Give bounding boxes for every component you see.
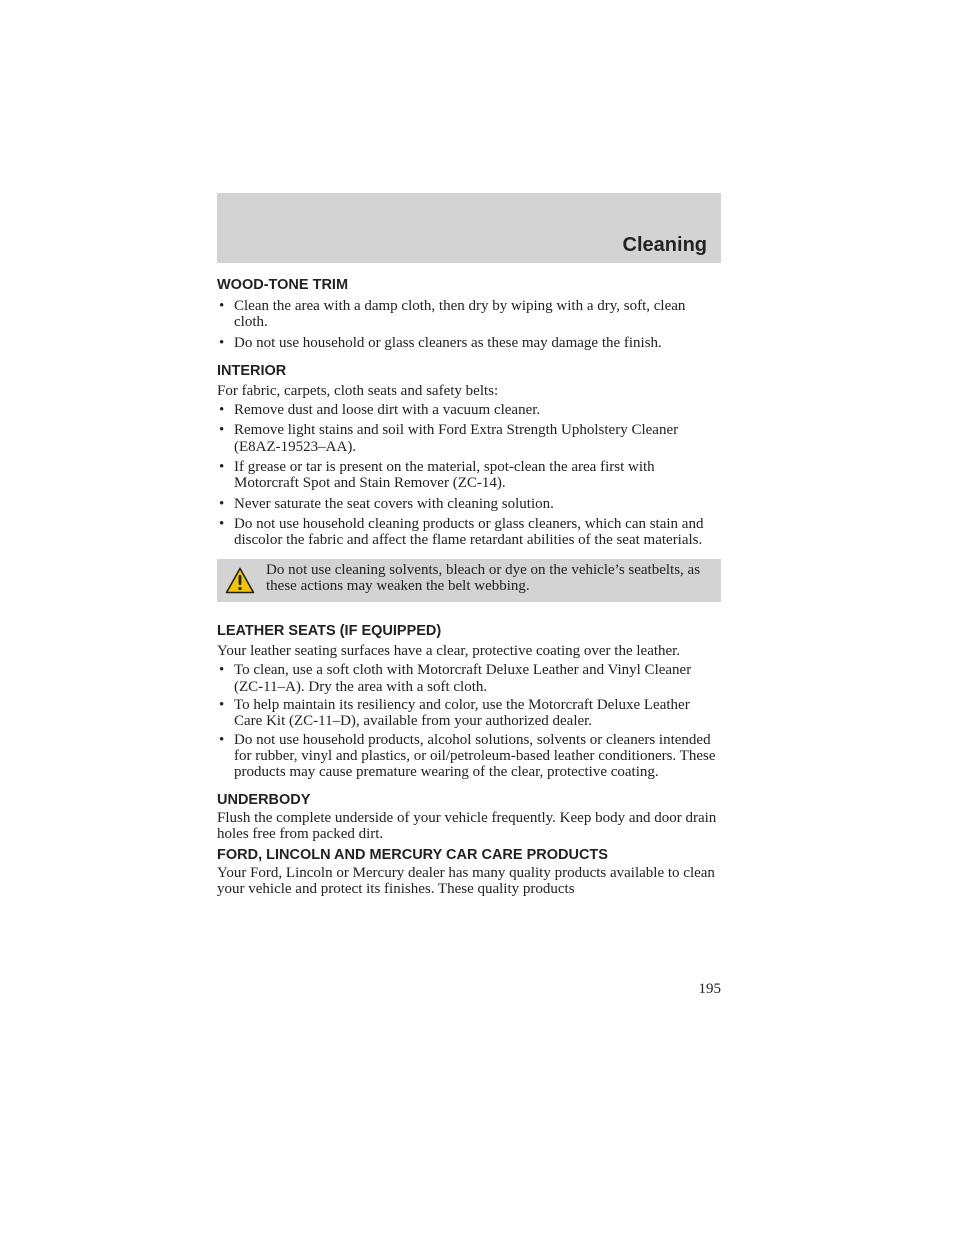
warning-triangle-icon bbox=[225, 567, 255, 594]
section-interior bbox=[217, 362, 721, 549]
section-heading: INTERIOR bbox=[217, 362, 287, 379]
page-content bbox=[217, 276, 721, 898]
list-item bbox=[217, 402, 721, 418]
chapter-header-band bbox=[217, 193, 721, 263]
section-wood-tone-trim bbox=[217, 276, 721, 351]
page-number: 195 bbox=[698, 981, 721, 997]
list-item-text: Remove dust and loose dirt with a vacuum cleaner. bbox=[234, 402, 541, 419]
section-intro: Your leather seating surfaces have a clear, protective coating over the leather. bbox=[217, 643, 681, 660]
list-item bbox=[217, 732, 721, 781]
bullet-icon: • bbox=[219, 334, 225, 351]
list-item bbox=[217, 422, 721, 455]
bullet-icon: • bbox=[219, 298, 225, 314]
list-item-text: Remove light stains and soil with Ford Extra Strength Upholstery Cleaner (E8AZ-19523–AA). bbox=[234, 422, 679, 455]
section-intro: Your Ford, Lincoln or Mercury dealer has many quality products available to clean your vehicle and protect its finishes. These quality products bbox=[217, 865, 715, 898]
section-heading: WOOD-TONE TRIM bbox=[217, 277, 349, 293]
list-item-text: Never saturate the seat covers with cleaning solution. bbox=[234, 495, 554, 512]
section-heading: LEATHER SEATS (IF EQUIPPED) bbox=[217, 623, 442, 640]
bullet-icon: • bbox=[219, 422, 225, 439]
section-heading: UNDERBODY bbox=[217, 791, 311, 808]
bullet-icon: • bbox=[219, 495, 225, 512]
list-item bbox=[217, 335, 721, 351]
list-item bbox=[217, 662, 721, 695]
list-item-text: Clean the area with a damp cloth, then dry by wiping with a dry, soft, clean cloth. bbox=[234, 298, 686, 331]
list-item bbox=[217, 298, 721, 331]
bullet-icon: • bbox=[219, 459, 225, 476]
list-item bbox=[217, 697, 721, 730]
section-leather-seats bbox=[217, 622, 721, 780]
bullet-list bbox=[217, 402, 721, 548]
section-heading: FORD, LINCOLN AND MERCURY CAR CARE PRODUCTS bbox=[217, 847, 608, 864]
bullet-icon: • bbox=[219, 402, 225, 419]
section-car-care-products bbox=[217, 846, 721, 898]
list-item bbox=[217, 496, 721, 512]
list-item-text: To help maintain its resiliency and color, use the Motorcraft Deluxe Leather Care Kit (ZC-11–D), available from your authorized dealer. bbox=[234, 697, 690, 730]
list-item bbox=[217, 516, 721, 549]
bullet-icon: • bbox=[219, 731, 225, 748]
list-item-text: Do not use household cleaning products or glass cleaners, which can stain and discolor the fabric and affect the flame retardant abilities of the seat materials. bbox=[234, 515, 704, 549]
warning-text: Do not use cleaning solvents, bleach or dye on the vehicle’s seatbelts, as these actions may weaken the belt webbing. bbox=[266, 561, 701, 594]
warning-box bbox=[217, 559, 721, 603]
bullet-list bbox=[217, 298, 721, 351]
bullet-icon: • bbox=[219, 515, 225, 532]
list-item-text: Do not use household or glass cleaners as these may damage the finish. bbox=[234, 334, 662, 351]
section-intro: For fabric, carpets, cloth seats and safety belts: bbox=[217, 382, 499, 399]
list-item-text: If grease or tar is present on the material, spot-clean the area first with Motorcraft Spot and Stain Remover (ZC-14). bbox=[234, 459, 655, 492]
bullet-icon: • bbox=[219, 662, 225, 679]
list-item-text: Do not use household products, alcohol solutions, solvents or cleaners intended for rubber, vinyl and plastics, or oil/petroleum-based leather conditioners. These products may cause premature wearing of the clear, protective coating. bbox=[234, 731, 716, 781]
bullet-list bbox=[217, 662, 721, 780]
section-intro: Flush the complete underside of your vehicle frequently. Keep body and door drain holes free from packed dirt. bbox=[217, 809, 717, 842]
list-item-text: To clean, use a soft cloth with Motorcraft Deluxe Leather and Vinyl Cleaner (ZC-11–A). Dry the area with a soft cloth. bbox=[234, 662, 692, 695]
section-underbody bbox=[217, 791, 721, 843]
chapter-title: Cleaning bbox=[622, 234, 707, 256]
list-item bbox=[217, 459, 721, 492]
bullet-icon: • bbox=[219, 697, 225, 714]
